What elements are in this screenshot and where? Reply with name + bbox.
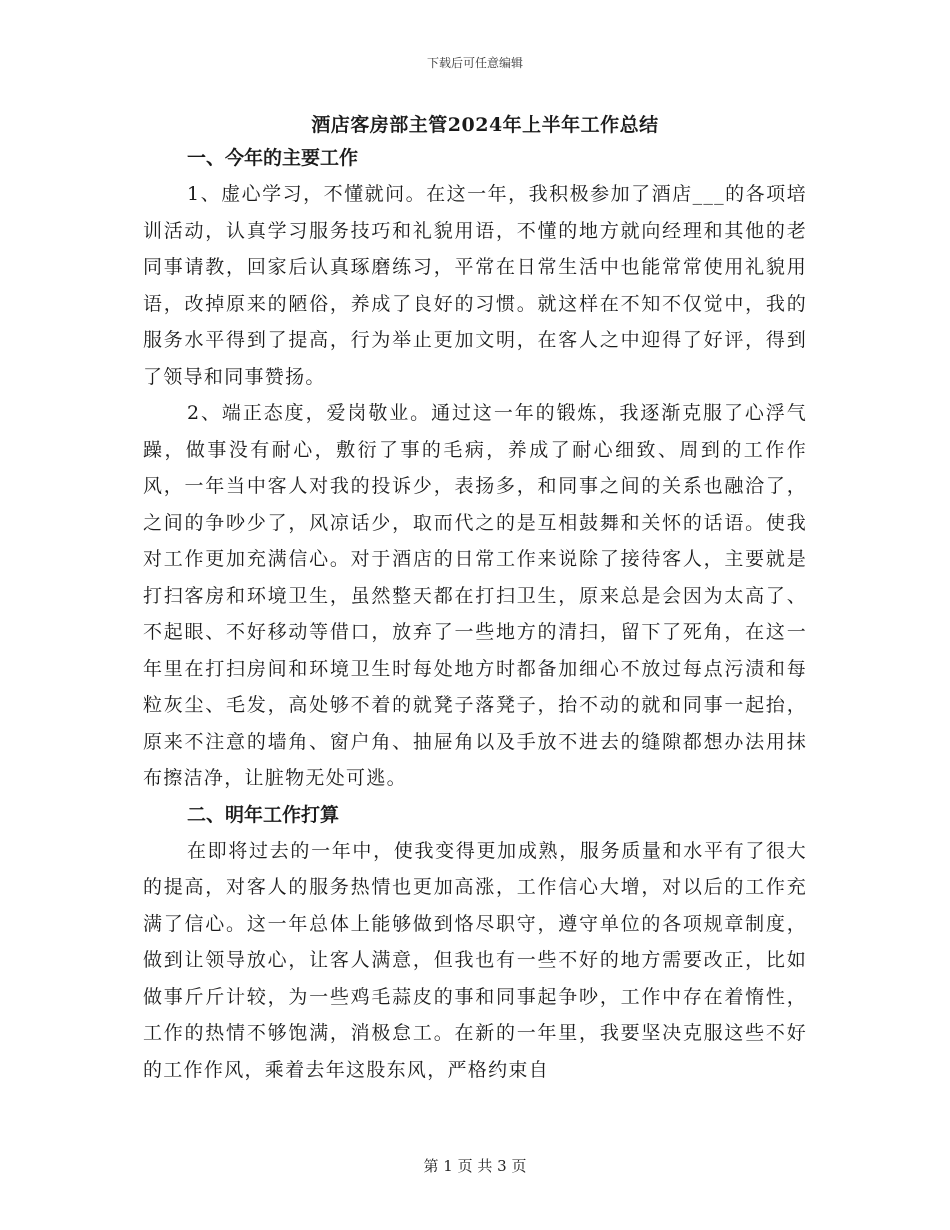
page-number: 第 1 页 共 3 页 [423, 1157, 527, 1175]
paragraph-attitude: 2、端正态度，爱岗敬业。通过这一年的锻炼，我逐渐克服了心浮气躁，做事没有耐心，敷衍了事的毛病，养成了耐心细致、周到的工作作风，一年当中客人对我的投诉少，表扬多，和同事之间的关系也融洽了，之间的争吵少了，风凉话少，取而代之的是互相鼓舞和关怀的话语。使我对工作更加充满信心。对于酒店的日常工作来说除了接待客人，主要就是打扫客房和环境卫生，虽然整天都在打扫卫生，原来总是会因为太高了、不起眼、不好移动等借口，放弃了一些地方的清扫，留下了死角，在这一年里在打扫房间和环境卫生时每处地方时都备加细心不放过每点污渍和每粒灰尘、毛发，高处够不着的就凳子落凳子，抬不动的就和同事一起抬，原来不注意的墙角、窗户角、抽屉角以及手放不进去的缝隙都想办法用抹布擦洁净，让脏物无处可逃。 [143, 402, 807, 789]
document-title: 酒店客房部主管2024年上半年工作总结 [311, 114, 659, 136]
section-heading-main-work: 一、今年的主要工作 [187, 147, 359, 169]
paragraph-plan: 在即将过去的一年中，使我变得更加成熟，服务质量和水平有了很大的提高，对客人的服务热情也更加高涨，工作信心大增，对以后的工作充满了信心。这一年总体上能够做到恪尽职守，遵守单位的各项规章制度，做到让领导放心，让客人满意，但我也有一些不好的地方需要改正，比如做事斤斤计较，为一些鸡毛蒜皮的事和同事起争吵，工作中存在着惰性，工作的热情不够饱满，消极怠工。在新的一年里，我要坚决克服这些不好的工作作风，乘着去年这股东风，严格约束自 [143, 839, 807, 1081]
section-heading-next-year-plan: 二、明年工作打算 [187, 803, 340, 826]
header-note: 下载后可任意编辑 [426, 56, 523, 70]
document-body [143, 110, 807, 1088]
paragraph-learning: 1、虚心学习，不懂就问。在这一年，我积极参加了酒店___的各项培训活动，认真学习服务技巧和礼貌用语，不懂的地方就向经理和其他的老同事请教，回家后认真琢磨练习，平常在日常生活中也能常常使用礼貌用语，改掉原来的陋俗，养成了良好的习惯。就这样在不知不仅觉中，我的服务水平得到了提高，行为举止更加文明，在客人之中迎得了好评，得到了领导和同事赞扬。 [143, 183, 807, 388]
